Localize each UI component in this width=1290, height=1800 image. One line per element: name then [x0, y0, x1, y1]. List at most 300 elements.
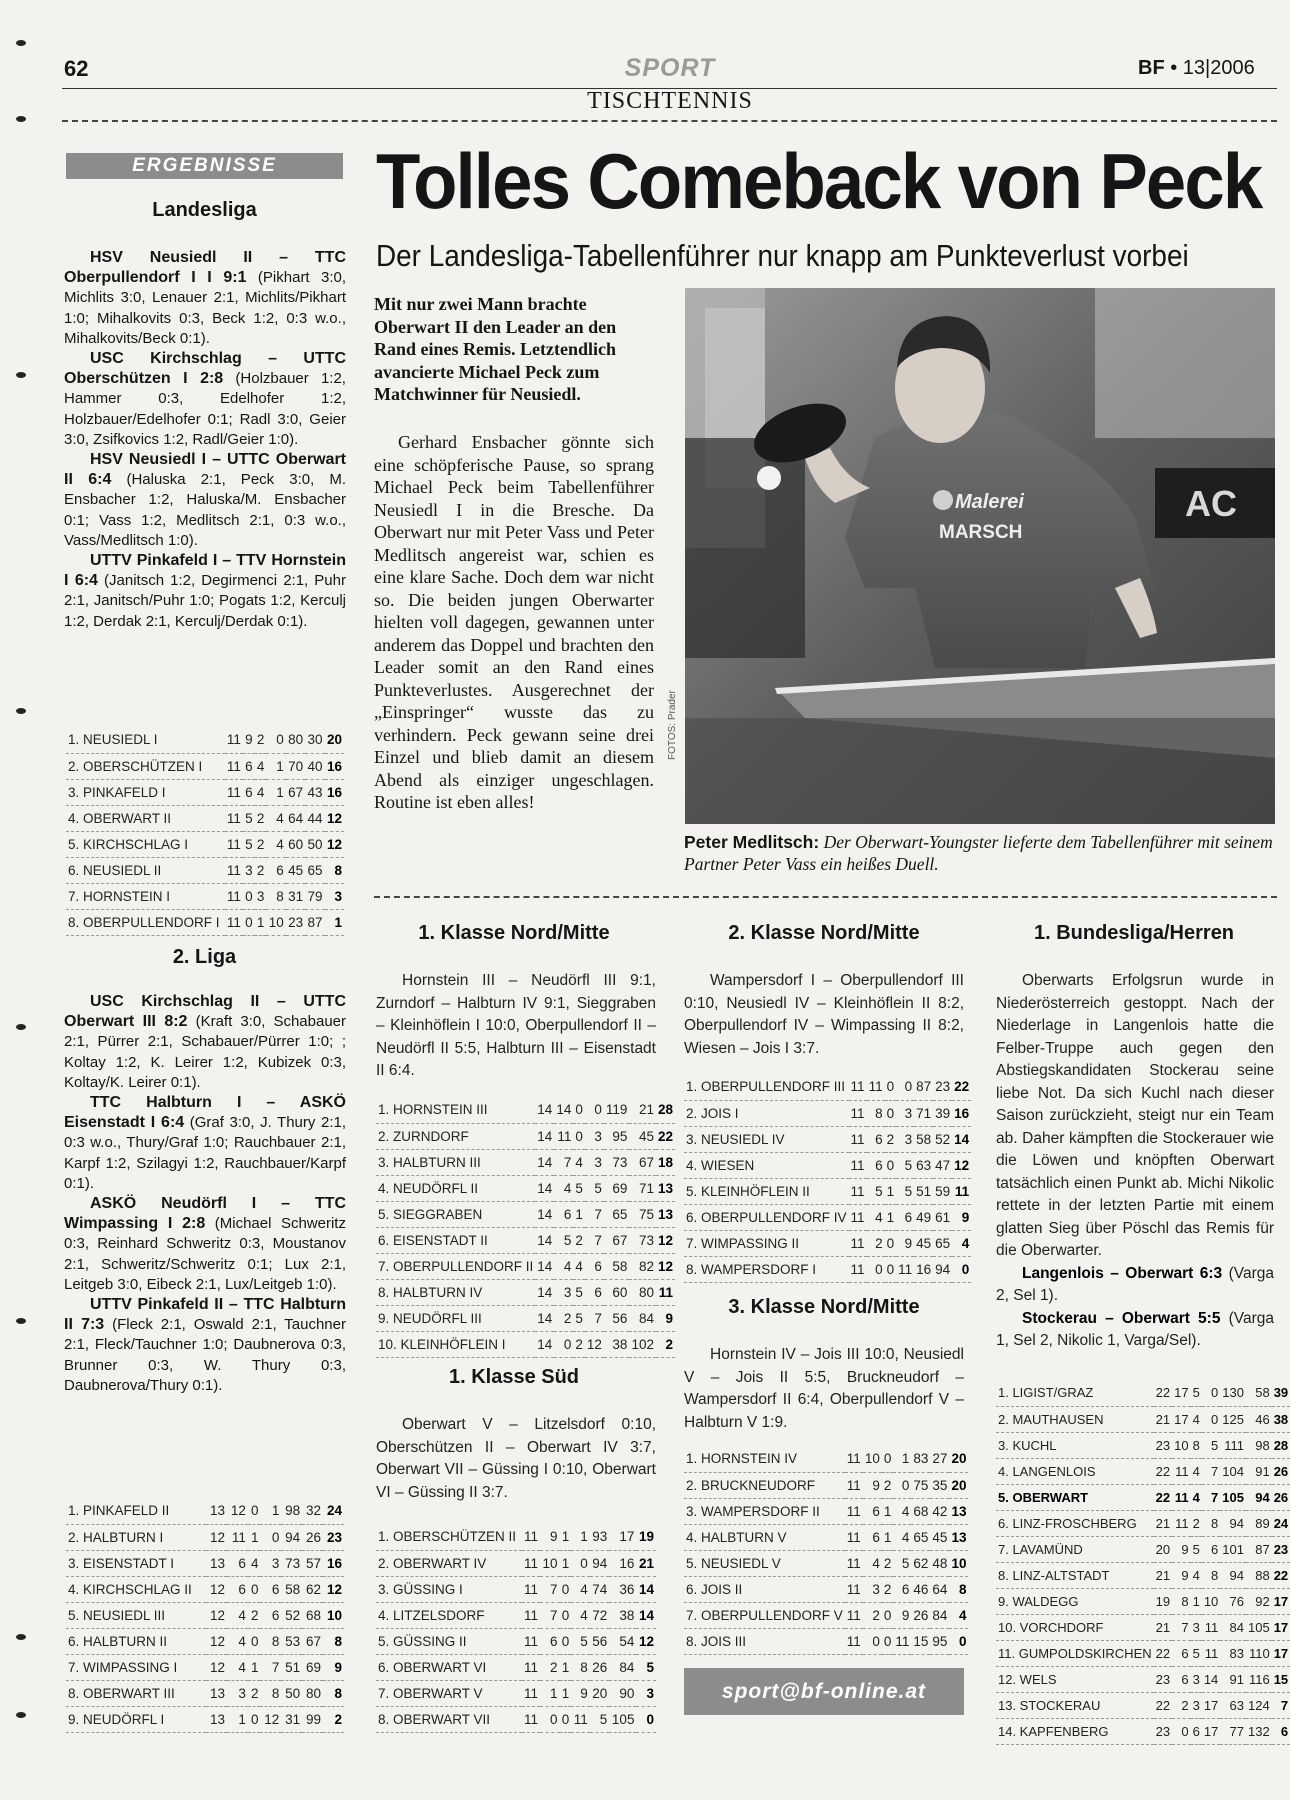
stat-cell: 6 — [1191, 1718, 1202, 1744]
team-cell: 1. OBERSCHÜTZEN II — [376, 1524, 522, 1550]
stat-cell: 5 — [243, 831, 255, 857]
points-cell: 8 — [323, 1628, 344, 1654]
stat-cell: 6 — [260, 1576, 281, 1602]
stat-cell: 14 — [535, 1149, 554, 1175]
stat-cell: 11 — [845, 1472, 863, 1498]
team-cell: 1. OBERPULLENDORF III — [684, 1074, 849, 1100]
stat-cell: 64 — [930, 1576, 949, 1602]
article-subheadline: Der Landesliga-Tabellenführer nur knapp am Punkteverlust vorbei — [376, 238, 1189, 273]
stat-cell: 71 — [914, 1100, 933, 1126]
stat-cell: 3 — [896, 1126, 914, 1152]
team-cell: 5. SIEGGRABEN — [376, 1201, 535, 1227]
table-row — [66, 909, 344, 935]
stat-cell: 20 — [590, 1680, 610, 1706]
stat-cell: 11 — [225, 857, 243, 883]
stat-cell: 5 — [573, 1175, 585, 1201]
stat-cell: 124 — [1246, 1692, 1272, 1718]
stat-cell: 3 — [260, 1550, 281, 1576]
table-row — [684, 1472, 968, 1498]
points-cell: 13 — [656, 1175, 675, 1201]
points-cell: 28 — [1272, 1432, 1290, 1458]
stat-cell: 6 — [243, 753, 255, 779]
stat-cell: 11 — [1202, 1640, 1220, 1666]
stat-cell: 0 — [560, 1628, 572, 1654]
points-cell: 17 — [1272, 1588, 1290, 1614]
stat-cell: 0 — [1202, 1406, 1220, 1432]
points-cell: 10 — [323, 1602, 344, 1628]
points-cell: 22 — [952, 1074, 971, 1100]
stat-cell: 60 — [604, 1279, 630, 1305]
stat-cell: 11 — [225, 753, 243, 779]
stat-cell: 87 — [305, 909, 324, 935]
team-cell: 13. STOCKERAU — [996, 1692, 1154, 1718]
table-row — [66, 857, 344, 883]
team-cell: 9. NEUDÖRFL III — [376, 1305, 535, 1331]
stat-cell: 11 — [522, 1550, 540, 1576]
table-row — [684, 1126, 971, 1152]
stat-cell: 3 — [227, 1680, 248, 1706]
points-cell: 12 — [952, 1152, 971, 1178]
stat-cell: 11 — [225, 727, 243, 753]
points-cell: 20 — [325, 727, 344, 753]
stat-cell: 11 — [867, 1074, 885, 1100]
article-body — [374, 431, 654, 814]
result-details: (Haluska 2:1, Peck 3:0, M. Ensbacher 1:2, Haluska/M. Ensbacher 0:1; Vass 1:2, Medlitsch 2:1, 0:3 w.o., Vass/Medlitsch 1:0). — [64, 471, 346, 549]
points-cell: 19 — [636, 1524, 656, 1550]
margin-mark — [16, 708, 26, 714]
stat-cell: 4 — [573, 1253, 585, 1279]
klasse1-nord-standings-table — [376, 1097, 675, 1358]
stat-cell: 4 — [1191, 1458, 1202, 1484]
stat-cell: 91 — [1246, 1458, 1272, 1484]
stat-cell: 13 — [206, 1550, 227, 1576]
stat-cell: 12 — [227, 1498, 248, 1524]
points-cell: 18 — [656, 1149, 675, 1175]
stat-cell: 21 — [1154, 1510, 1172, 1536]
stat-cell: 6 — [585, 1253, 604, 1279]
stat-cell: 26 — [302, 1524, 323, 1550]
stat-cell: 70 — [286, 753, 305, 779]
stat-cell: 0 — [1172, 1718, 1190, 1744]
stat-cell: 0 — [1202, 1380, 1220, 1406]
stat-cell: 94 — [590, 1550, 610, 1576]
klasse3-nord-text: Hornstein IV – Jois III 10:0, Neusiedl V – Jois II 5:5, Bruckneudorf – Wampersdorf II 6:4, Oberpullendorf V – Halbturn V 1:9. — [684, 1346, 964, 1431]
stat-cell: 63 — [914, 1152, 933, 1178]
results-label: ERGEBNISSE — [66, 153, 343, 179]
margin-mark — [16, 372, 26, 378]
team-cell: 8. WAMPERSDORF I — [684, 1256, 849, 1282]
team-cell: 8. JOIS III — [684, 1628, 845, 1654]
stat-cell: 26 — [590, 1654, 610, 1680]
stat-cell: 74 — [590, 1576, 610, 1602]
team-cell: 10. KLEINHÖFLEIN I — [376, 1331, 535, 1357]
stat-cell: 0 — [560, 1706, 572, 1732]
team-cell: 5. NEUSIEDL III — [66, 1602, 206, 1628]
stat-cell: 0 — [571, 1550, 589, 1576]
table-row — [684, 1230, 971, 1256]
stat-cell: 6 — [243, 779, 255, 805]
stat-cell: 6 — [1172, 1640, 1190, 1666]
team-cell: 7. OBERWART V — [376, 1680, 522, 1706]
shirt-text-marsch: MARSCH — [939, 522, 1023, 543]
article-body-text: Gerhard Ensbacher gönnte sich eine schöpferische Pause, so sprang Michael Peck beim Tabellenführer Neusiedl I in die Bresche. Da Oberwart nur mit Peter Vass und Peter Medlitsch angereist war, schien es eine klare Sache. Doch dem war nicht so. Die beiden jungen Oberwarter hielten voll dagegen, gewannen unter anderem das Doppel und brachten den Leader somit an den Rand eines Punkteverlustes. Ausgerechnet der „Einspringer“ wusste das zu verhindern. Peck gewann seine drei Einzel und blieb damit an diesem Abend als einziger ungeschlagen. Routine ist eben alles! — [374, 432, 654, 812]
stat-cell: 0 — [585, 1097, 604, 1123]
team-cell: 9. NEUDÖRFL I — [66, 1706, 206, 1732]
points-cell: 12 — [656, 1253, 675, 1279]
table-row — [684, 1550, 968, 1576]
header-dashed-rule — [62, 120, 1277, 122]
points-cell: 8 — [949, 1576, 968, 1602]
points-cell: 22 — [656, 1123, 675, 1149]
stat-cell: 6 — [893, 1576, 911, 1602]
stat-cell: 67 — [302, 1628, 323, 1654]
stat-cell: 65 — [933, 1230, 952, 1256]
stat-cell: 45 — [930, 1524, 949, 1550]
stat-cell: 7 — [1172, 1614, 1190, 1640]
stat-cell: 1 — [571, 1524, 589, 1550]
margin-mark — [16, 1712, 26, 1718]
stat-cell: 5 — [867, 1178, 885, 1204]
masthead-brand: BF • 13|2006 — [1138, 57, 1255, 79]
stat-cell: 4 — [554, 1253, 573, 1279]
stat-cell: 105 — [1220, 1484, 1246, 1510]
table-row — [376, 1706, 656, 1732]
stat-cell: 11 — [522, 1524, 540, 1550]
stat-cell: 79 — [305, 883, 324, 909]
stat-cell: 3 — [1191, 1666, 1202, 1692]
margin-mark — [16, 116, 26, 122]
stat-cell: 84 — [629, 1305, 656, 1331]
table-row — [66, 1498, 344, 1524]
stat-cell: 14 — [535, 1201, 554, 1227]
stat-cell: 4 — [571, 1576, 589, 1602]
team-cell: 6. NEUSIEDL II — [66, 857, 225, 883]
stat-cell: 42 — [930, 1498, 949, 1524]
result-entry — [64, 349, 346, 450]
stat-cell: 4 — [893, 1524, 911, 1550]
stat-cell: 3 — [1191, 1614, 1202, 1640]
klasse1-sued-text: Oberwart V – Litzelsdorf 0:10, Oberschützen II – Oberwart IV 3:7, Oberwart VII – Güssing I 0:10, Oberwart VI – Güssing II 3:7. — [376, 1416, 656, 1501]
stat-cell: 8 — [1202, 1510, 1220, 1536]
stat-cell: 65 — [911, 1524, 930, 1550]
stat-cell: 26 — [911, 1602, 930, 1628]
table-row — [66, 1706, 344, 1732]
stat-cell: 5 — [896, 1152, 914, 1178]
stat-cell: 38 — [604, 1331, 630, 1357]
stat-cell: 13 — [206, 1498, 227, 1524]
stat-cell: 82 — [629, 1253, 656, 1279]
stat-cell: 58 — [914, 1126, 933, 1152]
stat-cell: 75 — [911, 1472, 930, 1498]
table-row — [66, 753, 344, 779]
landesliga-standings-table — [66, 727, 344, 936]
stat-cell: 9 — [571, 1680, 589, 1706]
stat-cell: 84 — [930, 1602, 949, 1628]
team-cell: 2. OBERWART IV — [376, 1550, 522, 1576]
stat-cell: 17 — [1172, 1380, 1190, 1406]
stat-cell: 47 — [933, 1152, 952, 1178]
stat-cell: 50 — [281, 1680, 302, 1706]
stat-cell: 11 — [845, 1576, 863, 1602]
stat-cell: 11 — [845, 1602, 863, 1628]
stat-cell: 0 — [243, 909, 255, 935]
team-cell: 2. JOIS I — [684, 1100, 849, 1126]
stat-cell: 62 — [911, 1550, 930, 1576]
stat-cell: 31 — [281, 1706, 302, 1732]
stat-cell: 0 — [243, 883, 255, 909]
team-cell: 6. OBERPULLENDORF IV — [684, 1204, 849, 1230]
stat-cell: 2 — [554, 1305, 573, 1331]
result-entry — [64, 450, 346, 551]
stat-cell: 54 — [609, 1628, 636, 1654]
result-details: (Janitsch 1:2, Degirmenci 2:1, Puhr 2:1, Janitsch/Puhr 1:0; Pogats 1:2, Kerculj 1:2, Derdak 2:1, Kerculj/Derdak 0:1). — [64, 572, 346, 630]
page-number: 62 — [64, 56, 89, 81]
stat-cell: 12 — [206, 1602, 227, 1628]
table-row — [66, 883, 344, 909]
stat-cell: 0 — [573, 1097, 585, 1123]
points-cell: 4 — [952, 1230, 971, 1256]
points-cell: 17 — [1272, 1640, 1290, 1666]
stat-cell: 1 — [882, 1524, 894, 1550]
stat-cell: 4 — [571, 1602, 589, 1628]
stat-cell: 8 — [260, 1680, 281, 1706]
result-entry — [64, 1295, 346, 1396]
team-cell: 3. PINKAFELD I — [66, 779, 225, 805]
stat-cell: 6 — [260, 1602, 281, 1628]
stat-cell: 12 — [260, 1706, 281, 1732]
stat-cell: 23 — [286, 909, 305, 935]
liga2-standings-table — [66, 1498, 344, 1733]
table-tennis-player-photo — [685, 288, 1275, 824]
stat-cell: 0 — [885, 1100, 897, 1126]
team-cell: 5. OBERWART — [996, 1484, 1154, 1510]
table-row — [66, 1550, 344, 1576]
stat-cell: 16 — [914, 1256, 933, 1282]
table-row — [684, 1256, 971, 1282]
points-cell: 12 — [325, 831, 344, 857]
stat-cell: 2 — [867, 1230, 885, 1256]
klasse1-sued-title: 1. Klasse Süd — [448, 1366, 580, 1388]
result-match: USC Kirchschlag – UTTC Oberschützen I 2:8 — [64, 350, 346, 388]
stat-cell: 11 — [227, 1524, 248, 1550]
points-cell: 38 — [1272, 1406, 1290, 1432]
team-cell: 3. NEUSIEDL IV — [684, 1126, 849, 1152]
points-cell: 14 — [952, 1126, 971, 1152]
stat-cell: 10 — [863, 1446, 882, 1472]
stat-cell: 93 — [590, 1524, 610, 1550]
stat-cell: 5 — [1191, 1640, 1202, 1666]
klasse3-nord-results — [684, 1344, 964, 1434]
points-cell: 26 — [1272, 1484, 1290, 1510]
stat-cell: 72 — [590, 1602, 610, 1628]
stat-cell: 3 — [896, 1100, 914, 1126]
stat-cell: 130 — [1220, 1380, 1246, 1406]
stat-cell: 11 — [893, 1628, 911, 1654]
table-row — [996, 1458, 1290, 1484]
stat-cell: 11 — [849, 1152, 867, 1178]
stat-cell: 58 — [281, 1576, 302, 1602]
stat-cell: 63 — [1220, 1692, 1246, 1718]
stat-cell: 0 — [540, 1706, 560, 1732]
stat-cell: 6 — [867, 1152, 885, 1178]
stat-cell: 9 — [896, 1230, 914, 1256]
stat-cell: 21 — [1154, 1614, 1172, 1640]
stat-cell: 67 — [629, 1149, 656, 1175]
stat-cell: 2 — [1191, 1510, 1202, 1536]
stat-cell: 14 — [535, 1227, 554, 1253]
points-cell: 24 — [323, 1498, 344, 1524]
stat-cell: 13 — [206, 1680, 227, 1706]
stat-cell: 9 — [540, 1524, 560, 1550]
klasse3-nord-standings-table — [684, 1446, 968, 1655]
stat-cell: 71 — [629, 1175, 656, 1201]
team-cell: 8. OBERWART III — [66, 1680, 206, 1706]
svg-text:AC: AC — [1185, 483, 1237, 524]
table-row — [684, 1628, 968, 1654]
result-match: HSV Neusiedl II – TTC Oberpullendorf I I 9:1 — [64, 249, 346, 287]
stat-cell: 43 — [305, 779, 324, 805]
shirt-text-malerei: Malerei — [955, 491, 1024, 513]
stat-cell: 91 — [1220, 1666, 1246, 1692]
table-row — [376, 1149, 675, 1175]
table-row — [66, 1628, 344, 1654]
stat-cell: 0 — [248, 1498, 261, 1524]
team-cell: 6. LINZ-FROSCHBERG — [996, 1510, 1154, 1536]
stat-cell: 8 — [571, 1654, 589, 1680]
points-cell: 0 — [949, 1628, 968, 1654]
table-row — [66, 1602, 344, 1628]
stat-cell: 52 — [281, 1602, 302, 1628]
stat-cell: 4 — [266, 805, 285, 831]
table-row — [66, 1576, 344, 1602]
klasse1-nord-results — [376, 970, 656, 1083]
stat-cell: 125 — [1220, 1406, 1246, 1432]
stat-cell: 2 — [248, 1680, 261, 1706]
team-cell: 6. JOIS II — [684, 1576, 845, 1602]
stat-cell: 9 — [1172, 1536, 1190, 1562]
points-cell: 24 — [1272, 1510, 1290, 1536]
caption-name: Peter Medlitsch: — [684, 832, 820, 852]
stat-cell: 3 — [243, 857, 255, 883]
contact-email[interactable]: sport@bf-online.at — [684, 1668, 964, 1715]
points-cell: 12 — [325, 805, 344, 831]
points-cell: 1 — [325, 909, 344, 935]
stat-cell: 14 — [554, 1097, 573, 1123]
points-cell: 20 — [949, 1472, 968, 1498]
stat-cell: 5 — [590, 1706, 610, 1732]
stat-cell: 21 — [1154, 1406, 1172, 1432]
stat-cell: 11 — [849, 1256, 867, 1282]
points-cell: 16 — [952, 1100, 971, 1126]
stat-cell: 11 — [849, 1204, 867, 1230]
klasse1-sued-results — [376, 1414, 656, 1504]
table-row — [996, 1510, 1290, 1536]
stat-cell: 67 — [286, 779, 305, 805]
stat-cell: 36 — [609, 1576, 636, 1602]
stat-cell: 89 — [1246, 1510, 1272, 1536]
table-row — [684, 1178, 971, 1204]
stat-cell: 60 — [286, 831, 305, 857]
stat-cell: 7 — [1202, 1458, 1220, 1484]
stat-cell: 7 — [585, 1305, 604, 1331]
stat-cell: 2 — [248, 1602, 261, 1628]
klasse2-nord-results — [684, 970, 964, 1060]
stat-cell: 21 — [629, 1097, 656, 1123]
stat-cell: 40 — [305, 753, 324, 779]
points-cell: 13 — [949, 1498, 968, 1524]
result-match: Stockerau – Oberwart 5:5 — [1022, 1309, 1221, 1327]
stat-cell: 5 — [585, 1175, 604, 1201]
table-row — [996, 1718, 1290, 1744]
stat-cell: 5 — [554, 1227, 573, 1253]
stat-cell: 2 — [573, 1227, 585, 1253]
team-cell: 5. GÜSSING II — [376, 1628, 522, 1654]
table-row — [376, 1654, 656, 1680]
margin-mark — [16, 1634, 26, 1640]
points-cell: 9 — [323, 1654, 344, 1680]
stat-cell: 1 — [885, 1178, 897, 1204]
stat-cell: 9 — [1172, 1562, 1190, 1588]
stat-cell: 1 — [260, 1498, 281, 1524]
stat-cell: 2 — [255, 727, 267, 753]
stat-cell: 0 — [248, 1706, 261, 1732]
stat-cell: 62 — [302, 1576, 323, 1602]
stat-cell: 7 — [540, 1576, 560, 1602]
stat-cell: 5 — [893, 1550, 911, 1576]
stat-cell: 2 — [255, 805, 267, 831]
stat-cell: 2 — [573, 1331, 585, 1357]
stat-cell: 14 — [535, 1253, 554, 1279]
points-cell: 21 — [636, 1550, 656, 1576]
liga2-title: 2. Liga — [172, 946, 237, 968]
stat-cell: 7 — [540, 1602, 560, 1628]
team-cell: 3. KUCHL — [996, 1432, 1154, 1458]
stat-cell: 76 — [1220, 1588, 1246, 1614]
stat-cell: 13 — [206, 1706, 227, 1732]
stat-cell: 8 — [260, 1628, 281, 1654]
result-details: (Michael Schweritz 0:3, Reinhard Schweritz 0:3, Moustanov 2:1, Schweritz/Schweritz 0:1; Lux 2:1, Leitgeb 3:0, Eibeck 2:1, Lux/Leitgeb 1:0). — [64, 1215, 346, 1293]
stat-cell: 83 — [1220, 1640, 1246, 1666]
klasse3-nord-title: 3. Klasse Nord/Mitte — [728, 1296, 920, 1318]
table-row — [996, 1406, 1290, 1432]
landesliga-results — [64, 248, 346, 632]
stat-cell: 73 — [604, 1149, 630, 1175]
stat-cell: 11 — [522, 1706, 540, 1732]
table-row — [376, 1550, 656, 1576]
stat-cell: 27 — [930, 1446, 949, 1472]
points-cell: 12 — [323, 1576, 344, 1602]
article-lead: Mit nur zwei Mann brachte Oberwart II den Leader an den Rand eines Remis. Letztendlich avancierte Michael Peck zum Matchwinner für Neusiedl. — [374, 294, 617, 404]
stat-cell: 4 — [248, 1550, 261, 1576]
stat-cell: 0 — [863, 1628, 882, 1654]
stat-cell: 9 — [893, 1602, 911, 1628]
stat-cell: 14 — [535, 1097, 554, 1123]
points-cell: 0 — [636, 1706, 656, 1732]
brand-name: BF — [1138, 57, 1165, 79]
stat-cell: 2 — [885, 1126, 897, 1152]
stat-cell: 0 — [248, 1628, 261, 1654]
stat-cell: 12 — [206, 1628, 227, 1654]
points-cell: 5 — [636, 1654, 656, 1680]
stat-cell: 80 — [286, 727, 305, 753]
stat-cell: 88 — [1246, 1562, 1272, 1588]
points-cell: 3 — [636, 1680, 656, 1706]
stat-cell: 73 — [629, 1227, 656, 1253]
stat-cell: 12 — [206, 1576, 227, 1602]
stat-cell: 3 — [554, 1279, 573, 1305]
stat-cell: 67 — [604, 1227, 630, 1253]
stat-cell: 5 — [1191, 1536, 1202, 1562]
